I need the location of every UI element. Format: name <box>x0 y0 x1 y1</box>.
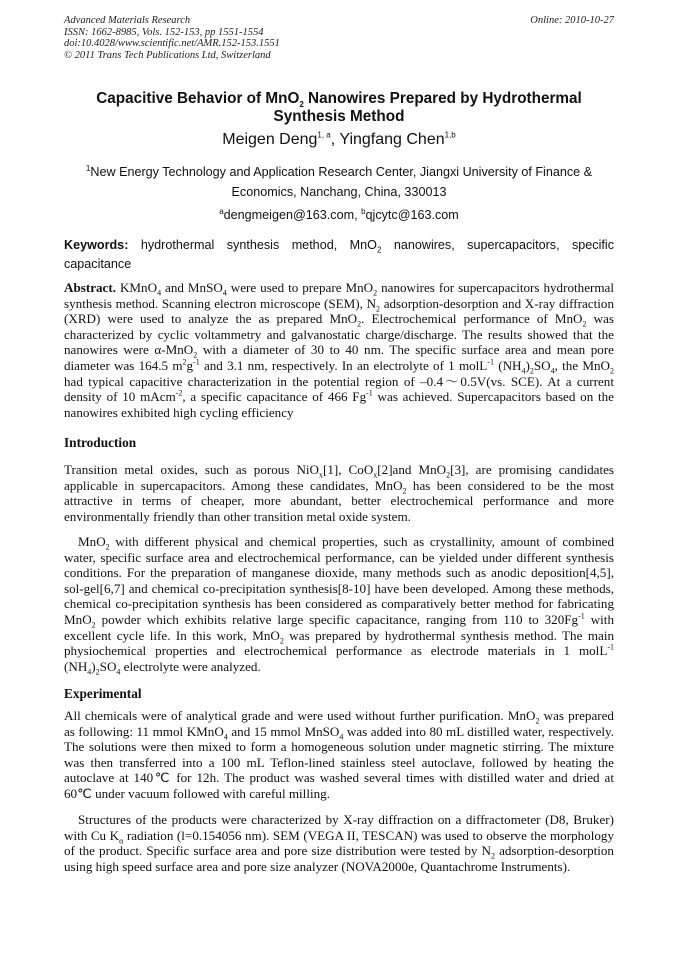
introduction-paragraph-1: Transition metal oxides, such as porous NiO$_x$[1], CoO$_x$[2]and MnO$_2$[3], are promising candidates applicable in supercapacitors. Among these candidates, MnO$_2$ has been considered to be the most attractive in terms of cheaper, more abundant, better electrochemical performance and more environmentally friendly than other transition metal oxide system. <box>64 462 614 524</box>
author-name: Yingfang Chen <box>339 131 445 148</box>
keywords-label: Keywords: <box>64 238 129 252</box>
journal-name: Advanced Materials Research <box>64 15 191 26</box>
author-name: Meigen Deng <box>222 131 318 148</box>
affiliation: $^1$New Energy Technology and Application Research Center, Jiangxi University of Finance & Economics, Nanchang, China, 330013 <box>85 163 593 199</box>
email-link[interactable]: dengmeigen@163.com, <box>223 208 362 222</box>
introduction-paragraph-2: MnO$_2$ with different physical and chemical properties, such as crystallinity, amount of combined water, specific surface area and electrochemical performance, can be yielded under different synthesis conditions. For the preparation of manganese dioxide, many methods such as anodic deposition[4,5], sol-gel[6,7] and chemical co-precipitation synthesis[8-10] have been developed. Among these methods, chemical co-precipitation synthesis has been considered as comparatively better method for fabricating MnO$_2$ powder which exhibits relative large specific capacitance, ranging from 110 to $320Fg^{-1}$ with excellent cycle life. In this work, MnO$_2$ was prepared by hydrothermal synthesis method. The main physiochemical properties and electrochemical performance as electrode materials in 1 molL$^{-1}$ $(NH_4)_2SO_4$ electrolyte were analyzed. <box>64 534 615 677</box>
author-list: Meigen Deng$^{1, a}$, Yingfang Chen$^{1,b}$ <box>222 130 456 148</box>
online-date: Online: 2010-10-27 <box>530 15 614 26</box>
keywords: Keywords: hydrothermal synthesis method, MnO$_2$ nanowires, supercapacitors, specific capacitance <box>64 238 614 271</box>
abstract-label: Abstract. <box>64 280 116 295</box>
journal-header <box>64 15 280 61</box>
author-emails: $^a$dengmeigen@163.com, $^b$qjcytc@163.com <box>219 206 459 222</box>
section-heading-introduction: Introduction <box>64 435 137 450</box>
experimental-paragraph-1: All chemicals were of analytical grade and were used without further purification. MnO$_2$ was prepared as following: 11 mmol KMnO$_4$ and 15 mmol MnSO$_4$ was added into 80 mL distilled water, respectively. The solutions were then mixed to form a homogeneous solution under magnetic stirring. The mixture was then transferred into a 100 mL Teflon-lined stainless steel autoclave, followed by heating the autoclave at 140℃ for 12h. The product was washed several times with distilled water and dried at 60℃ under vacuum followed with careful milling. <box>64 708 615 801</box>
paper-title: Capacitive Behavior of MnO$_2$ Nanowires Prepared by Hydrothermal Synthesis Method <box>96 90 582 125</box>
email-link[interactable]: qjcytc@163.com <box>365 208 459 222</box>
experimental-paragraph-2: Structures of the products were characterized by X-ray diffraction on a diffractometer (D8, Bruker) with Cu $K_\alpha$ radiation (l=0.154056 nm). SEM (VEGA II, TESCAN) was used to observe the morphology of the product. Specific surface area and pore size distribution were tested by $N_2$ adsorption-desorption using high speed surface area and pore size analyzer (NOVA2000e, Quantachrome Instruments). <box>64 812 615 874</box>
journal-issn: ISSN: 1662-8985, Vols. 152-153, pp 1551-1554 <box>64 26 264 38</box>
journal-copyright: © 2011 Trans Tech Publications Ltd, Switzerland <box>64 49 271 61</box>
section-heading-experimental: Experimental <box>64 686 142 701</box>
abstract: Abstract. KMnO$_4$ and MnSO$_4$ were used to prepare MnO$_2$ nanowires for supercapacitors hydrothermal synthesis method. Scanning electron microscope (SEM), $N_2$ adsorption-desorption and X-ray diffraction (XRD) were used to analyze the as prepared MnO$_2$. Electrochemical performance of MnO$_2$ was characterized by cyclic voltammetry and galvanostatic charge/discharge. The results showed that the nanowires were α-MnO$_2$ with a diameter of 30 to 40 nm. The specific surface area and mean pore diameter was 164.5 $m^2g^{-1}$ and 3.1 nm, respectively. In an electrolyte of 1 molL$^{-1}$ $(NH_4)_2SO_4$, the MnO$_2$ had typical capacitive characterization in the potential region of –0.4～0.5V(vs. SCE). At a current density of 10 mAcm$^{-2}$, a specific capacitance of 466 $Fg^{-1}$ was achieved. Supercapacitors based on the nanowires exhibited high cycling efficiency <box>64 280 615 420</box>
journal-doi: doi:10.4028/www.scientific.net/AMR.152-153.1551 <box>64 38 280 49</box>
